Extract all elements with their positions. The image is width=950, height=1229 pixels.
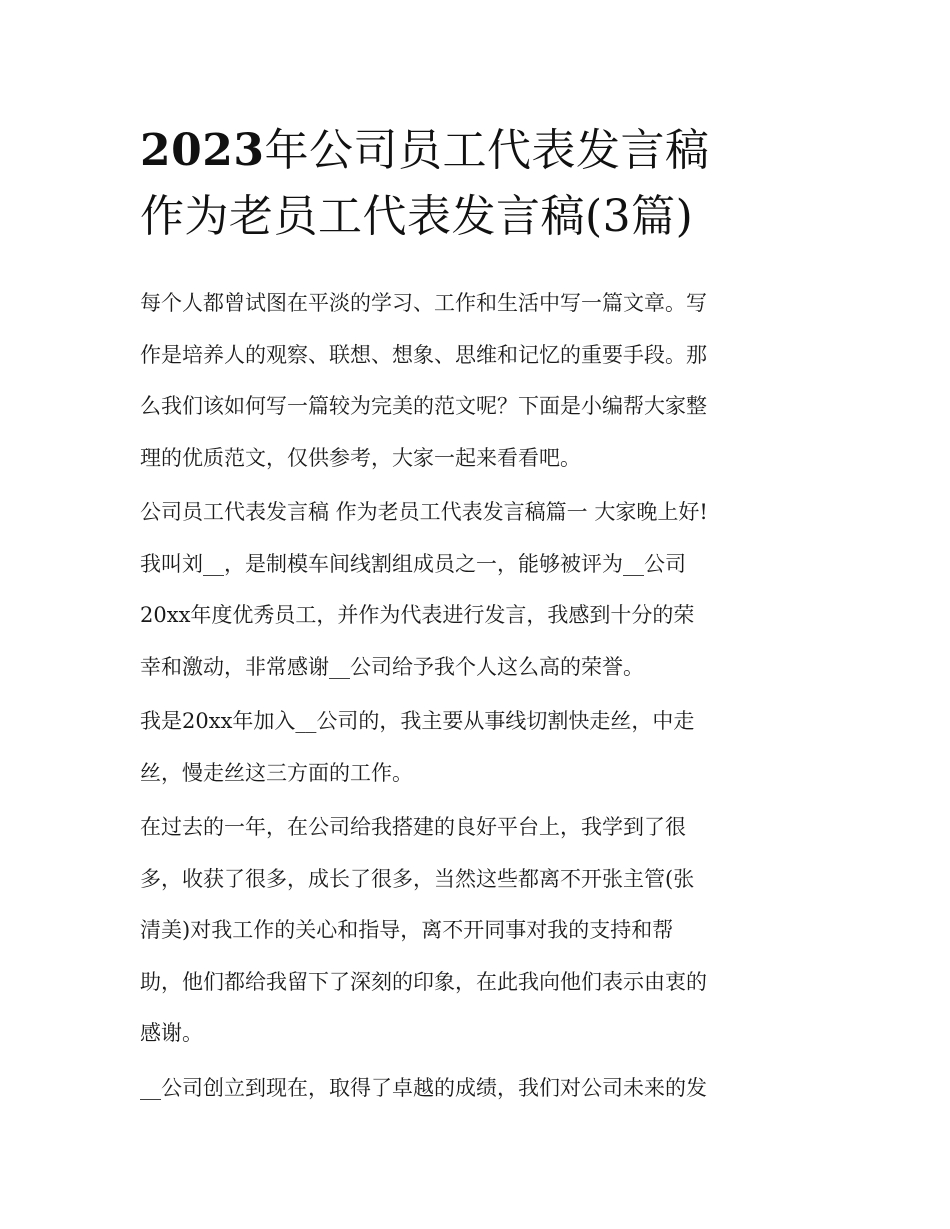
text-line: 我是20xx年加入__公司的，我主要从事线切割快走丝，中走 <box>140 709 695 733</box>
text-line: 么我们该如何写一篇较为完美的范文呢？下面是小编帮大家整 <box>140 394 707 418</box>
text-line: 幸和激动，非常感谢__公司给予我个人这么高的荣誉。 <box>140 654 644 679</box>
text-line: __公司创立到现在，取得了卓越的成绩，我们对公司未来的发 <box>140 1075 707 1100</box>
title-text-2: 作为老员工代表发言稿(3篇) <box>140 191 694 242</box>
text-line: 在过去的一年，在公司给我搭建的良好平台上，我学到了很 <box>140 815 686 839</box>
text-line: 感谢。 <box>140 1021 203 1045</box>
paragraph-intro <box>140 278 820 484</box>
text-line: 作是培养人的观察、联想、想象、思维和记忆的重要手段。那 <box>140 342 707 367</box>
title-text-1: 年公司员工代表发言稿 <box>264 125 710 176</box>
paragraph-greeting <box>140 487 820 693</box>
text-line: 多，收获了很多，成长了很多，当然这些都离不开张主管(张 <box>140 866 695 891</box>
text-line: 丝，慢走丝这三方面的工作。 <box>140 760 413 785</box>
paragraph-joined <box>140 696 820 799</box>
text-line: 每个人都曾试图在平淡的学习、工作和生活中写一篇文章。写 <box>140 291 707 315</box>
text-line: 理的优质范文，仅供参考，大家一起来看看吧。 <box>140 445 581 470</box>
document-body <box>140 278 820 1117</box>
text-line: 清美)对我工作的关心和指导，离不开同事对我的支持和帮 <box>140 918 674 942</box>
paragraph-company <box>140 1063 820 1115</box>
paragraph-past-year <box>140 802 820 1060</box>
title-year: 2023 <box>140 125 265 176</box>
text-line: 助，他们都给我留下了深刻的印象，在此我向他们表示由衷的 <box>140 969 707 994</box>
text-line: 公司员工代表发言稿 作为老员工代表发言稿篇一 大家晚上好! <box>140 500 708 524</box>
text-line: 20xx年度优秀员工，并作为代表进行发言，我感到十分的荣 <box>140 603 695 627</box>
title-line-2 <box>140 184 820 250</box>
text-line: 我叫刘__，是制模车间线割组成员之一，能够被评为__公司 <box>140 551 686 576</box>
document-title <box>140 118 820 250</box>
title-line-1 <box>140 118 820 184</box>
